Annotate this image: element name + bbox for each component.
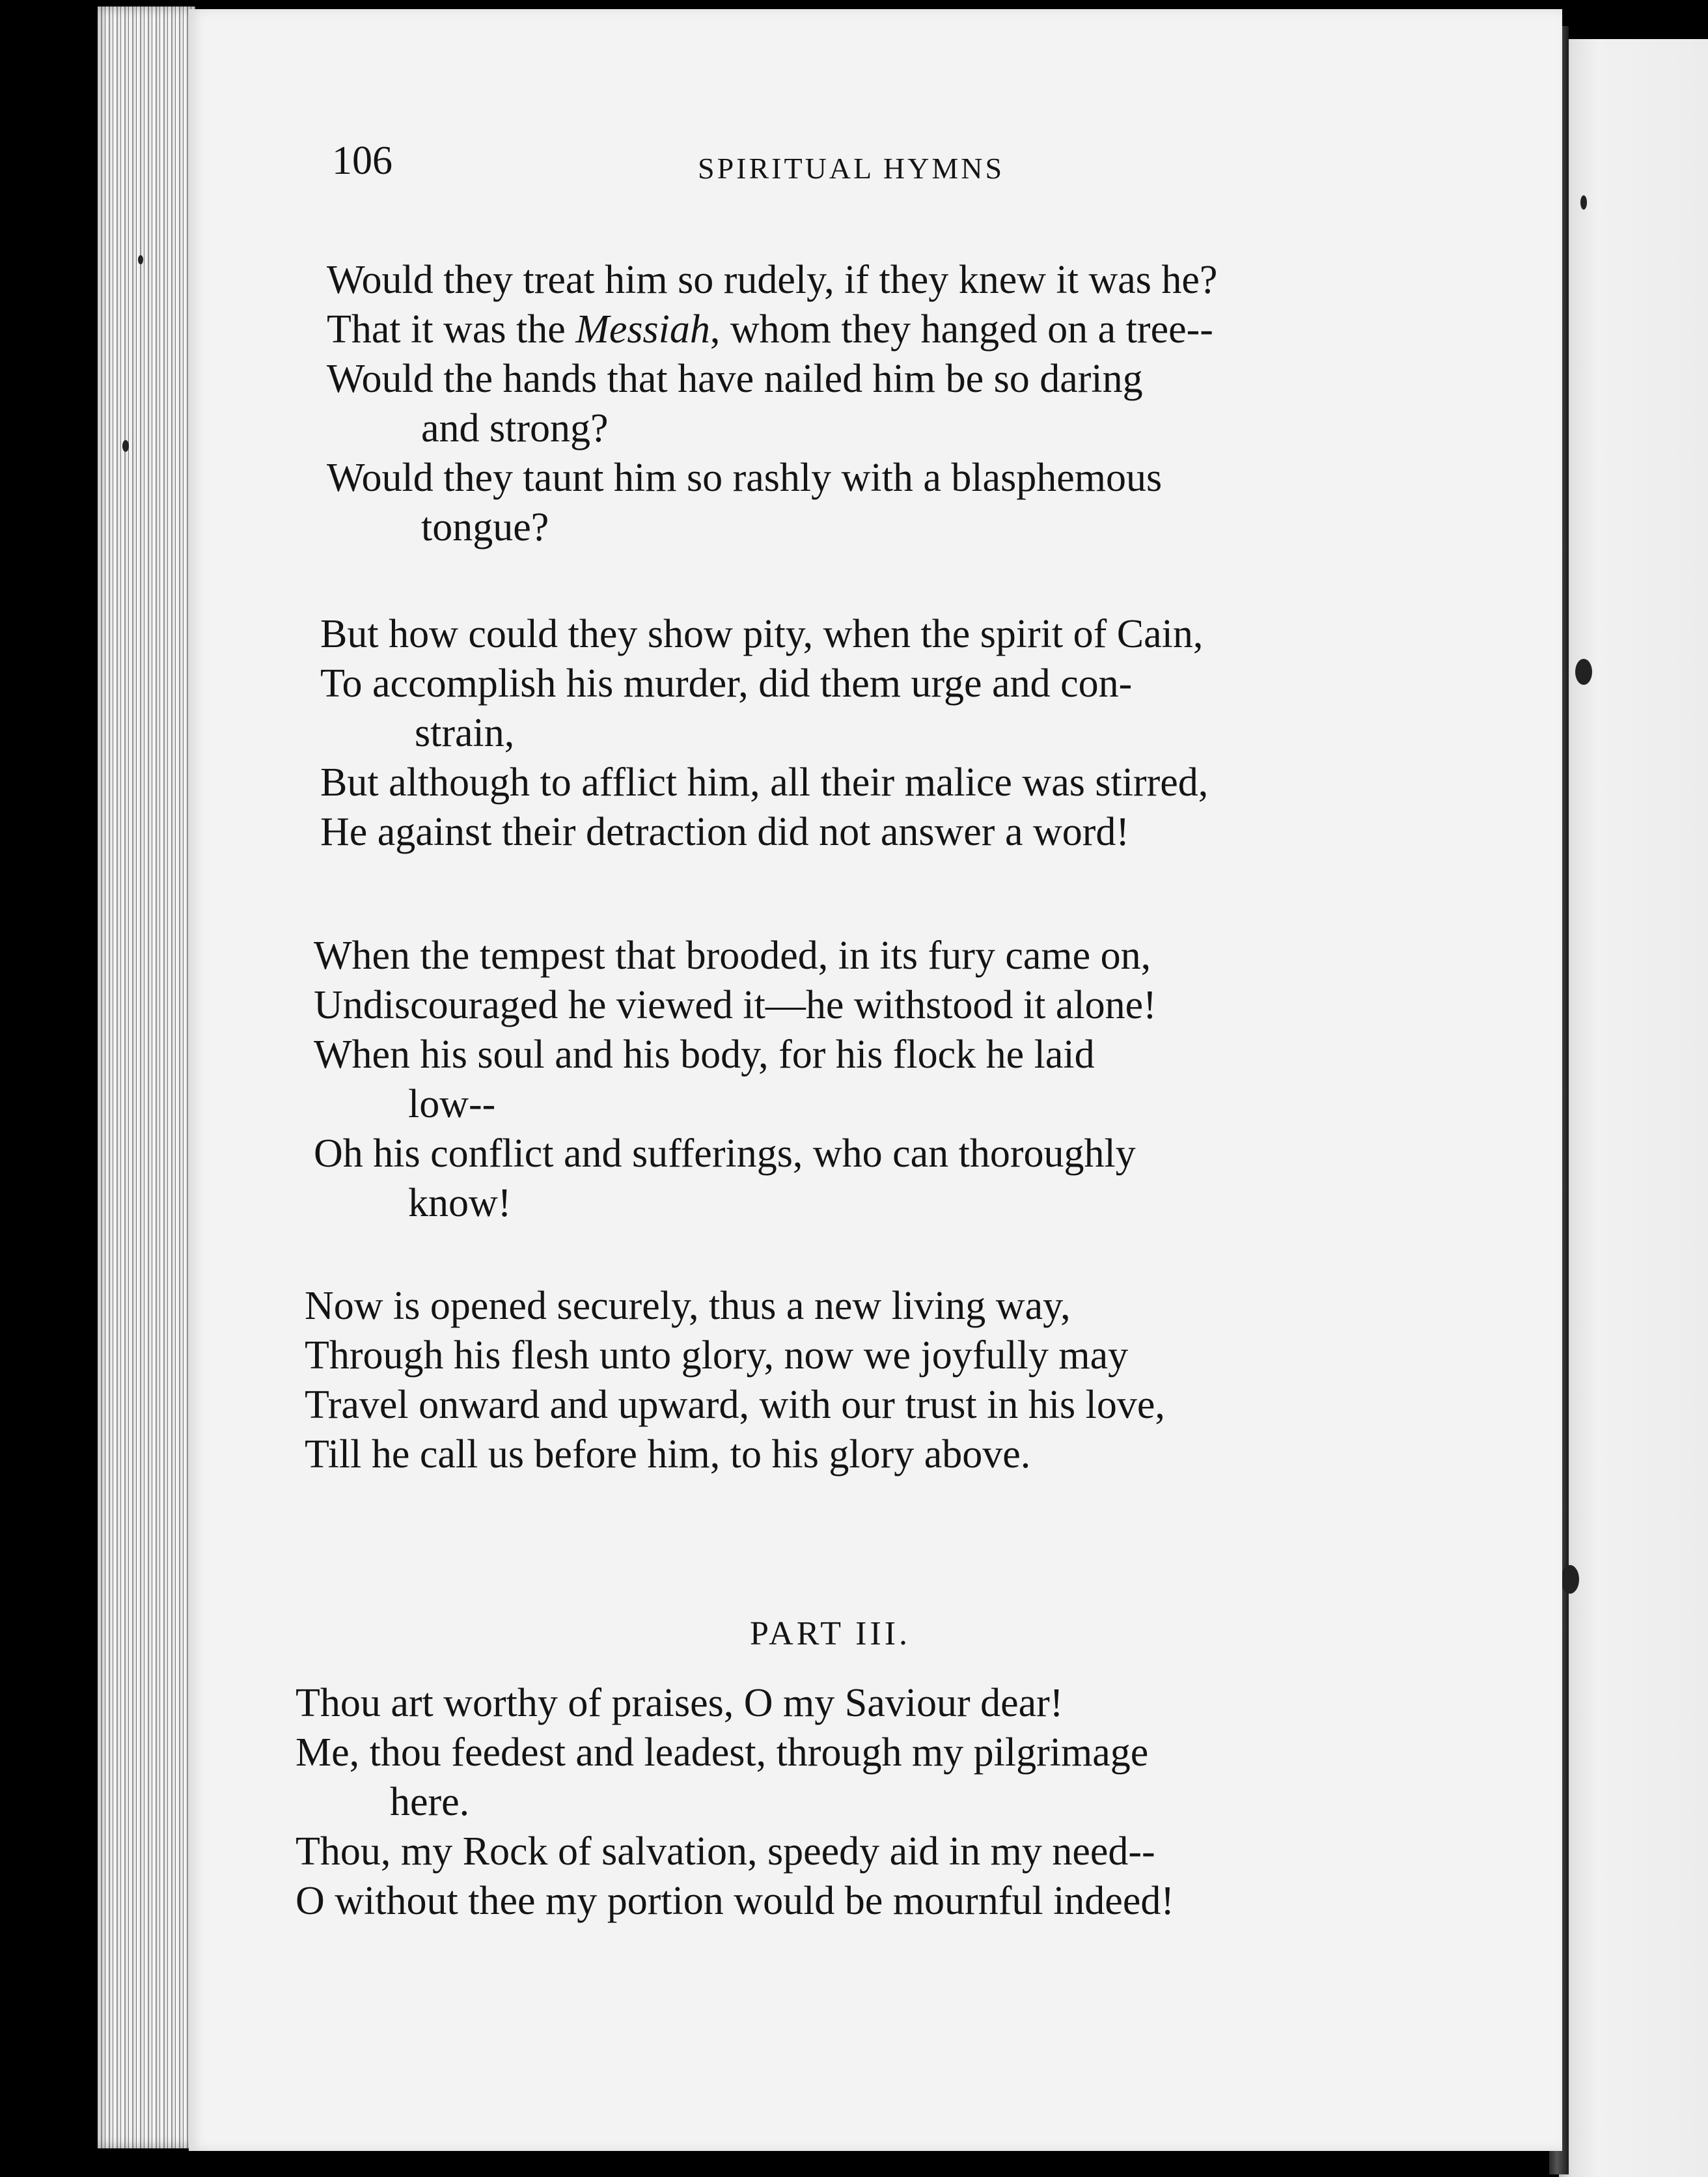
verse-line: Till he call us before him, to his glory above. xyxy=(305,1432,1031,1477)
verse-line: To accomplish his murder, did them urge and con- xyxy=(320,661,1133,706)
running-head: SPIRITUAL HYMNS xyxy=(698,152,1005,185)
verse-line: When the tempest that brooded, in its fury came on, xyxy=(314,934,1151,978)
part-three-stanza xyxy=(296,1678,1174,1926)
verse-line: Would they treat him so rudely, if they knew it was he? xyxy=(327,258,1218,302)
verse-line: He against their detraction did not answer a word! xyxy=(320,810,1130,854)
verse-line: Undiscouraged he viewed it—he withstood it alone! xyxy=(314,983,1157,1027)
verse-line: Oh his conflict and sufferings, who can thoroughly xyxy=(314,1131,1136,1176)
emphasized-word: Messiah xyxy=(575,307,710,352)
verse-line-continuation: strain, xyxy=(415,711,515,755)
verse-text: , whom they hanged on a tree-- xyxy=(709,307,1213,352)
verse-line: Me, thou feedest and leadest, through my pilgrimage xyxy=(296,1730,1149,1775)
verse-line: Would the hands that have nailed him be so daring xyxy=(327,357,1143,401)
stanza-2 xyxy=(320,609,1208,857)
verse-line-continuation: and strong? xyxy=(421,406,609,451)
verse-line: Through his flesh unto glory, now we joyfully may xyxy=(305,1333,1129,1378)
verse-line: But how could they show pity, when the spirit of Cain, xyxy=(320,612,1204,656)
verse-line: Travel onward and upward, with our trust in his love, xyxy=(305,1383,1165,1427)
stanza-3 xyxy=(314,931,1157,1228)
page-number: 106 xyxy=(332,139,393,183)
verse-line-continuation: know! xyxy=(408,1181,512,1225)
binding-mark xyxy=(1580,195,1587,210)
verse-line-continuation: here. xyxy=(390,1780,470,1824)
verse-line-continuation: tongue? xyxy=(421,505,549,549)
binding-mark xyxy=(1575,659,1592,685)
verse-line xyxy=(327,305,1217,354)
verse-line-continuation: low-- xyxy=(408,1082,496,1126)
verse-line: Thou, my Rock of salvation, speedy aid in my need-- xyxy=(296,1829,1155,1874)
book-page-edges xyxy=(98,7,195,2148)
verse-line: Would they taunt him so rashly with a blasphemous xyxy=(327,456,1163,500)
edge-speck xyxy=(122,440,129,452)
verse-text: That it was the xyxy=(327,307,576,352)
verse-line: When his soul and his body, for his flock he laid xyxy=(314,1033,1095,1077)
part-heading: PART III. xyxy=(750,1615,911,1652)
verse-line: O without thee my portion would be mournful indeed! xyxy=(296,1879,1174,1923)
verse-line: Thou art worthy of praises, O my Saviour dear! xyxy=(296,1681,1064,1725)
edge-speck xyxy=(138,255,143,264)
verse-line: But although to afflict him, all their malice was stirred, xyxy=(320,760,1209,805)
verse-line: Now is opened securely, thus a new living way, xyxy=(305,1284,1071,1328)
facing-page-edge xyxy=(1559,39,1708,2177)
stanza-1 xyxy=(327,255,1217,552)
binding-mark xyxy=(1561,1565,1579,1594)
stanza-4 xyxy=(305,1281,1165,1479)
